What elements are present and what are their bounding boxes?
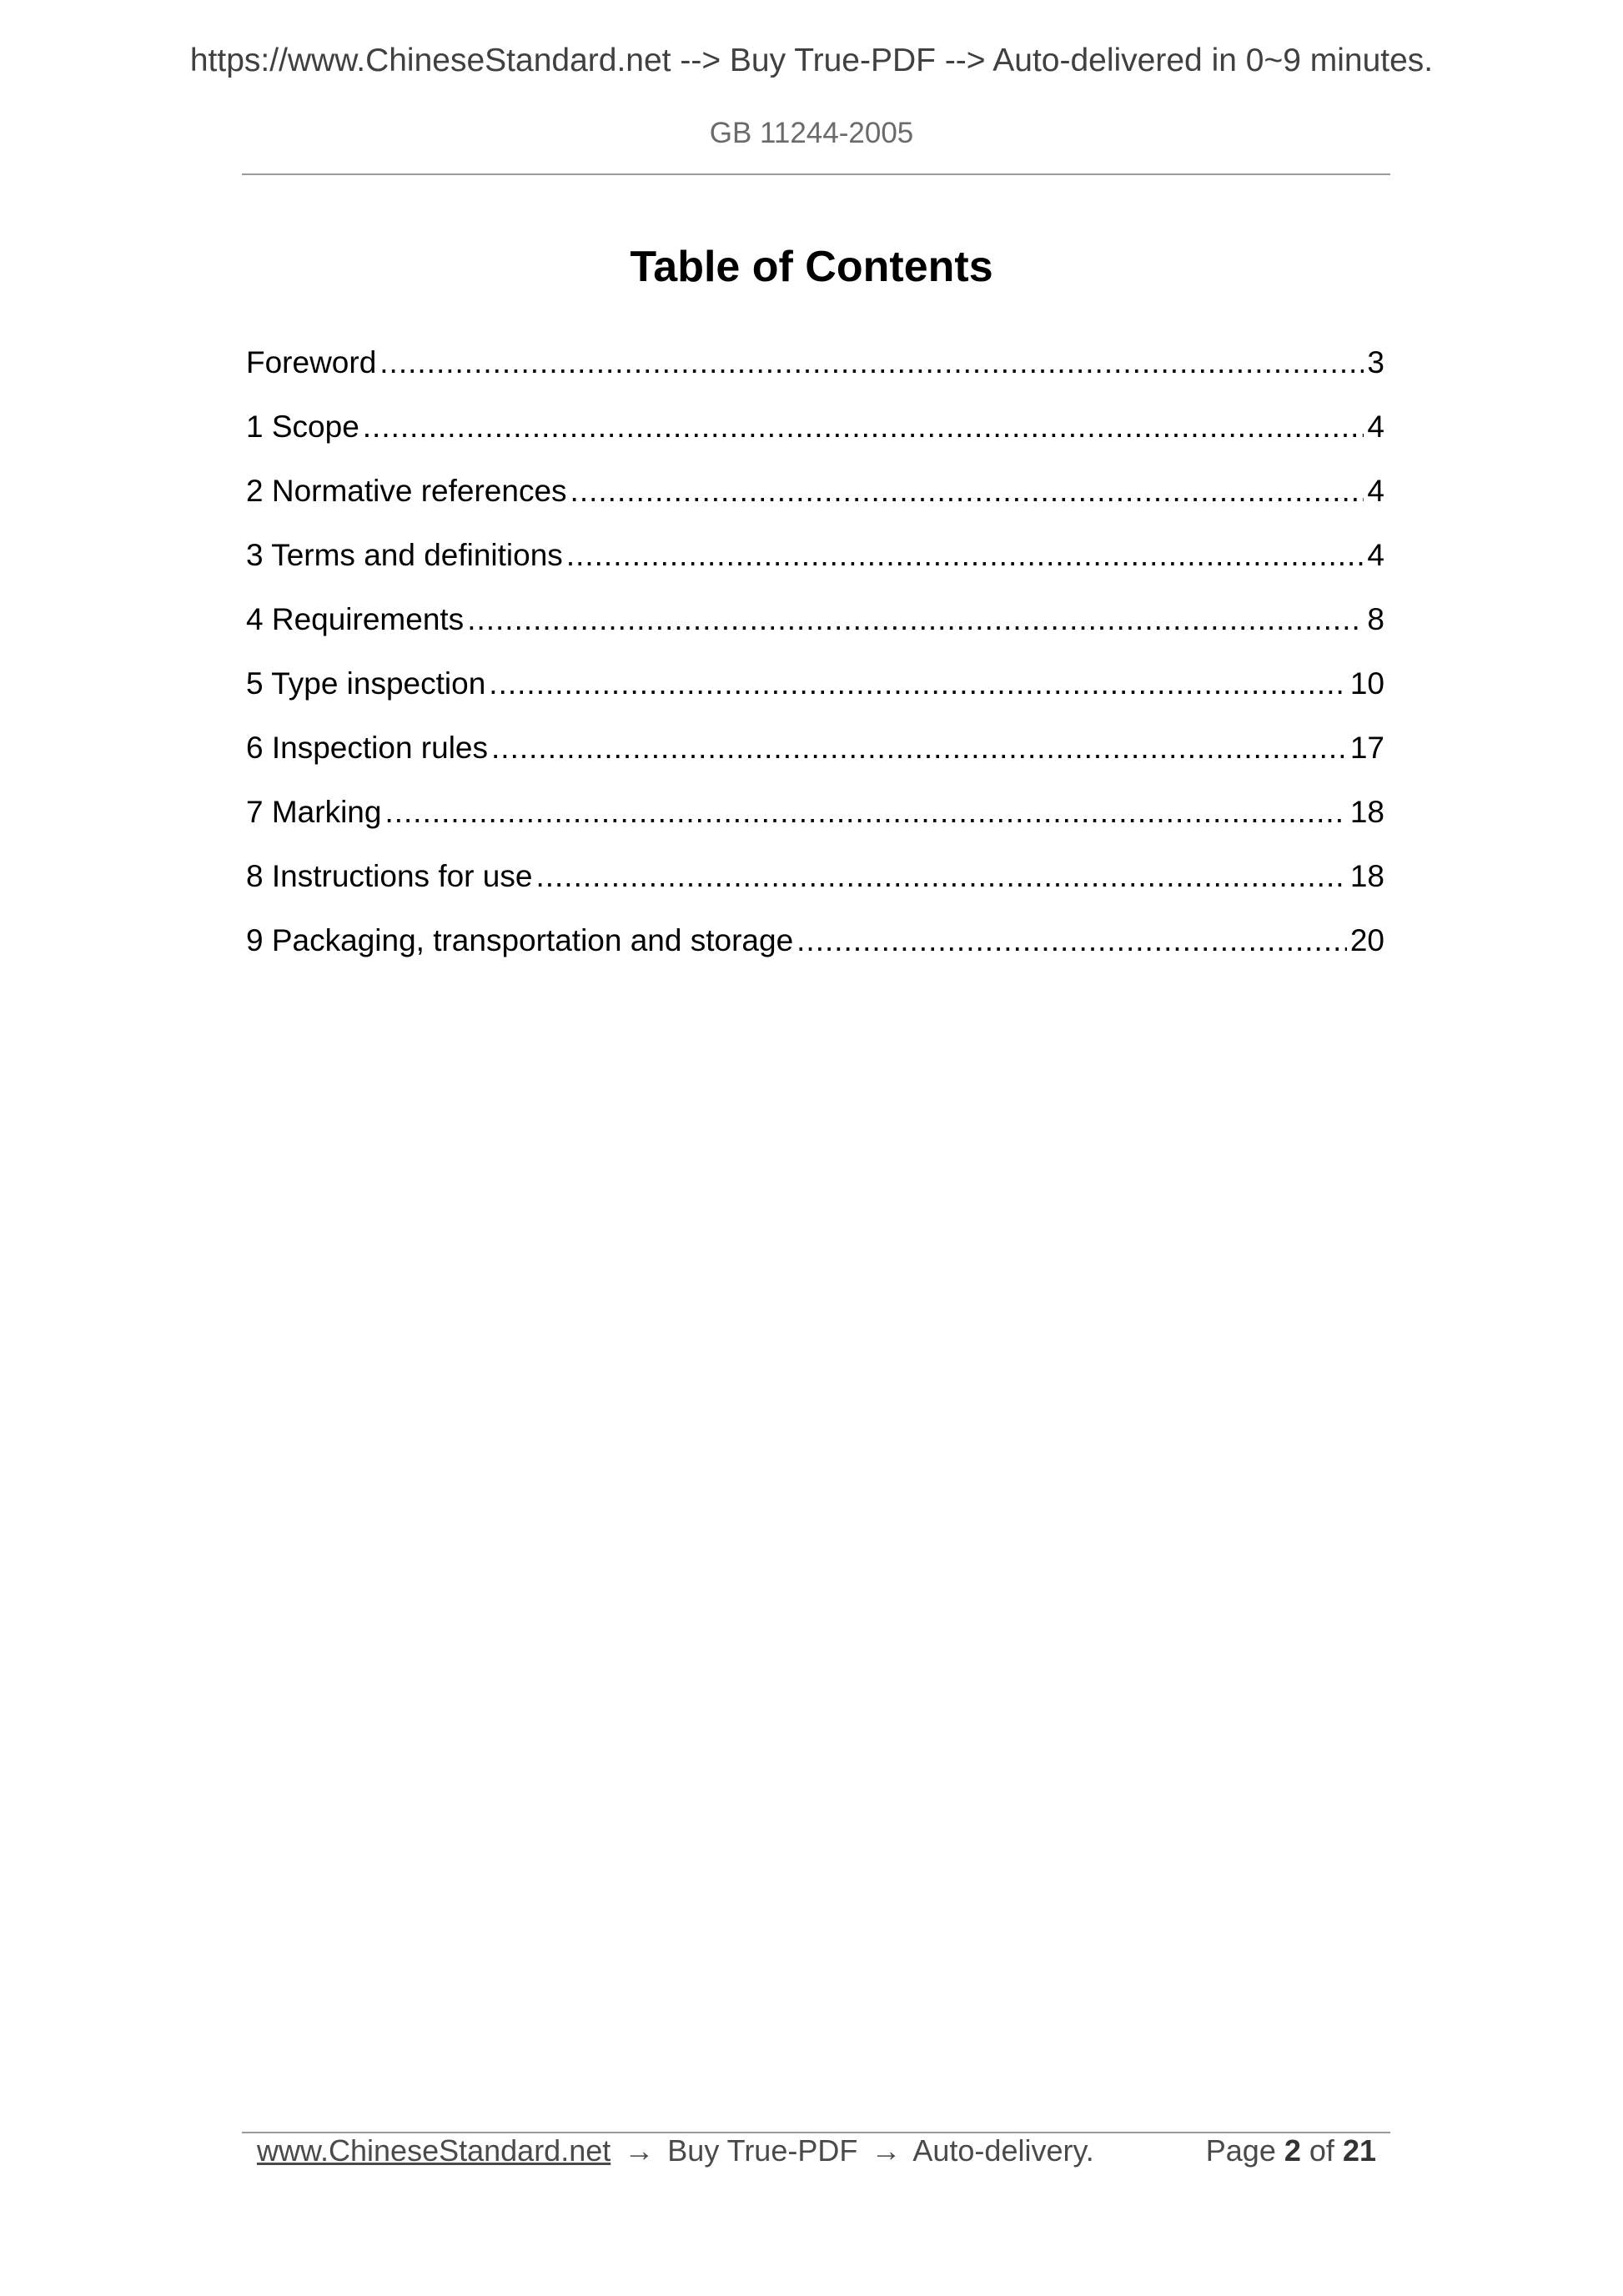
toc-entry-instructions-for-use[interactable]	[246, 852, 1384, 916]
toc-entry-label: 6 Inspection rules	[246, 731, 489, 765]
toc-entry-page: 20	[1349, 923, 1384, 957]
arrow-right-icon: →	[871, 2133, 902, 2168]
toc-entry-label: 2 Normative references	[246, 474, 567, 508]
toc-entry-label: Foreword	[246, 345, 377, 379]
toc-dot-leader	[379, 338, 1364, 388]
toc-entry-page: 4	[1367, 474, 1384, 508]
toc-dot-leader	[535, 852, 1346, 902]
toc-entry-requirements[interactable]	[246, 595, 1384, 659]
page-indicator	[1206, 2133, 1376, 2168]
toc-dot-leader	[491, 723, 1347, 773]
toc-title: Table of Contents	[630, 243, 993, 291]
toc-entry-packaging[interactable]	[246, 916, 1384, 980]
toc-entry-label: 5 Type inspection	[246, 666, 486, 701]
toc-entry-terms-and-definitions[interactable]	[246, 530, 1384, 595]
toc-entry-page: 3	[1367, 345, 1384, 379]
toc-entry-type-inspection[interactable]	[246, 659, 1384, 723]
toc-dot-leader	[467, 595, 1364, 645]
arrow-right-icon: →	[624, 2133, 655, 2168]
toc-entry-page: 18	[1349, 795, 1384, 829]
footer-promo	[257, 2133, 1094, 2168]
toc-dot-leader	[363, 402, 1364, 452]
toc-entry-scope[interactable]	[246, 402, 1384, 466]
toc-entry-label: 3 Terms and definitions	[246, 538, 563, 572]
toc-entry-label: 7 Marking	[246, 795, 382, 829]
toc-entry-page: 8	[1367, 602, 1384, 636]
auto-delivery-text: Auto-delivery.	[912, 2133, 1094, 2168]
toc-dot-leader	[384, 787, 1346, 837]
toc-entry-label: 4 Requirements	[246, 602, 465, 636]
buy-pdf-text: Buy True-PDF	[667, 2133, 858, 2168]
toc-entry-inspection-rules[interactable]	[246, 723, 1384, 787]
site-link[interactable]: www.ChineseStandard.net	[257, 2133, 611, 2168]
toc-dot-leader	[566, 530, 1364, 580]
page-of-label: of	[1309, 2133, 1334, 2168]
toc-entry-page: 10	[1349, 666, 1384, 701]
toc-entry-page: 18	[1349, 859, 1384, 893]
toc-dot-leader	[570, 466, 1364, 516]
toc-list	[246, 338, 1384, 980]
toc-entry-marking[interactable]	[246, 787, 1384, 852]
toc-entry-label: 1 Scope	[246, 409, 359, 444]
document-code: GB 11244-2005	[709, 117, 914, 149]
toc-dot-leader	[796, 916, 1347, 966]
toc-entry-foreword[interactable]	[246, 338, 1384, 402]
toc-entry-page: 4	[1367, 538, 1384, 572]
page-total: 21	[1342, 2133, 1376, 2168]
toc-entry-page: 4	[1367, 409, 1384, 444]
page-label: Page	[1205, 2133, 1276, 2168]
toc-entry-normative-references[interactable]	[246, 466, 1384, 530]
toc-entry-label: 9 Packaging, transportation and storage	[246, 923, 794, 957]
top-banner: https://www.ChineseStandard.net --> Buy True-PDF --> Auto-delivered in 0~9 minutes.	[189, 43, 1434, 78]
toc-entry-label: 8 Instructions for use	[246, 859, 533, 893]
header-divider	[242, 173, 1390, 175]
page-current: 2	[1284, 2133, 1301, 2168]
toc-entry-page: 17	[1349, 731, 1384, 765]
toc-dot-leader	[489, 659, 1347, 709]
